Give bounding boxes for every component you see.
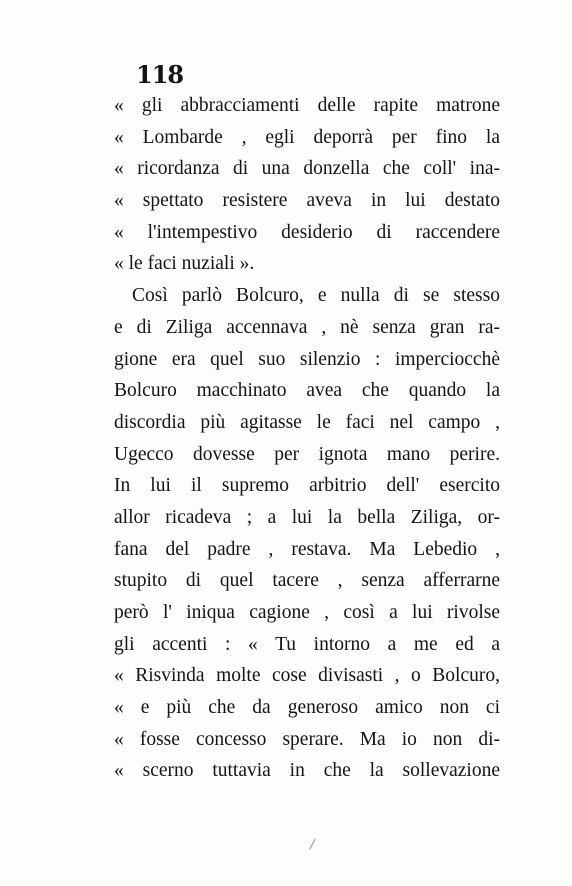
text-line: « e più che da generoso amico non ci — [114, 697, 500, 719]
text-line: allor ricadeva ; a lui la bella Ziliga, or- — [114, 506, 500, 528]
text-line: « Risvinda molte cose divisasti , o Bolcuro, — [114, 665, 500, 687]
text-line: Bolcuro macchinato avea che quando la — [114, 380, 500, 402]
text-line: « l'intempestivo desiderio di raccendere — [114, 221, 500, 243]
paragraph-start-line: Così parlò Bolcuro, e nulla di se stesso — [132, 285, 500, 307]
text-line: però l' iniqua cagione , così a lui rivolse — [114, 602, 500, 623]
text-line: « spettato resistere aveva in lui destato — [114, 190, 500, 212]
text-line: « fosse concesso sperare. Ma io non di- — [114, 728, 500, 750]
text-line: gione era quel suo silenzio : imperciocchè — [114, 348, 500, 370]
text-line: gli accenti : « Tu intorno a me ed a — [114, 633, 500, 655]
text-line: « le faci nuziali ». — [114, 253, 255, 275]
text-line: e di Ziliga accennava , nè senza gran ra- — [114, 316, 500, 338]
text-line: « gli abbracciamenti delle rapite matrone — [114, 95, 500, 116]
text-line: Ugecco dovesse per ignota mano perire. — [114, 443, 500, 465]
text-line: discordia più agitasse le faci nel campo , — [114, 411, 500, 433]
text-line: « Lombarde , egli deporrà per fino la — [114, 126, 500, 148]
text-line: « ricordanza di una donzella che coll' ina- — [114, 158, 500, 180]
body-text — [114, 90, 500, 787]
paper-speck — [309, 838, 316, 849]
page-number: 118 — [136, 60, 184, 89]
text-line: fana del padre , restava. Ma Lebedio , — [114, 538, 500, 560]
text-line: « scerno tuttavia in che la sollevazione — [114, 760, 500, 782]
text-line: stupito di quel tacere , senza afferrarne — [114, 570, 500, 592]
text-line: In lui il supremo arbitrio dell' esercito — [114, 475, 500, 497]
